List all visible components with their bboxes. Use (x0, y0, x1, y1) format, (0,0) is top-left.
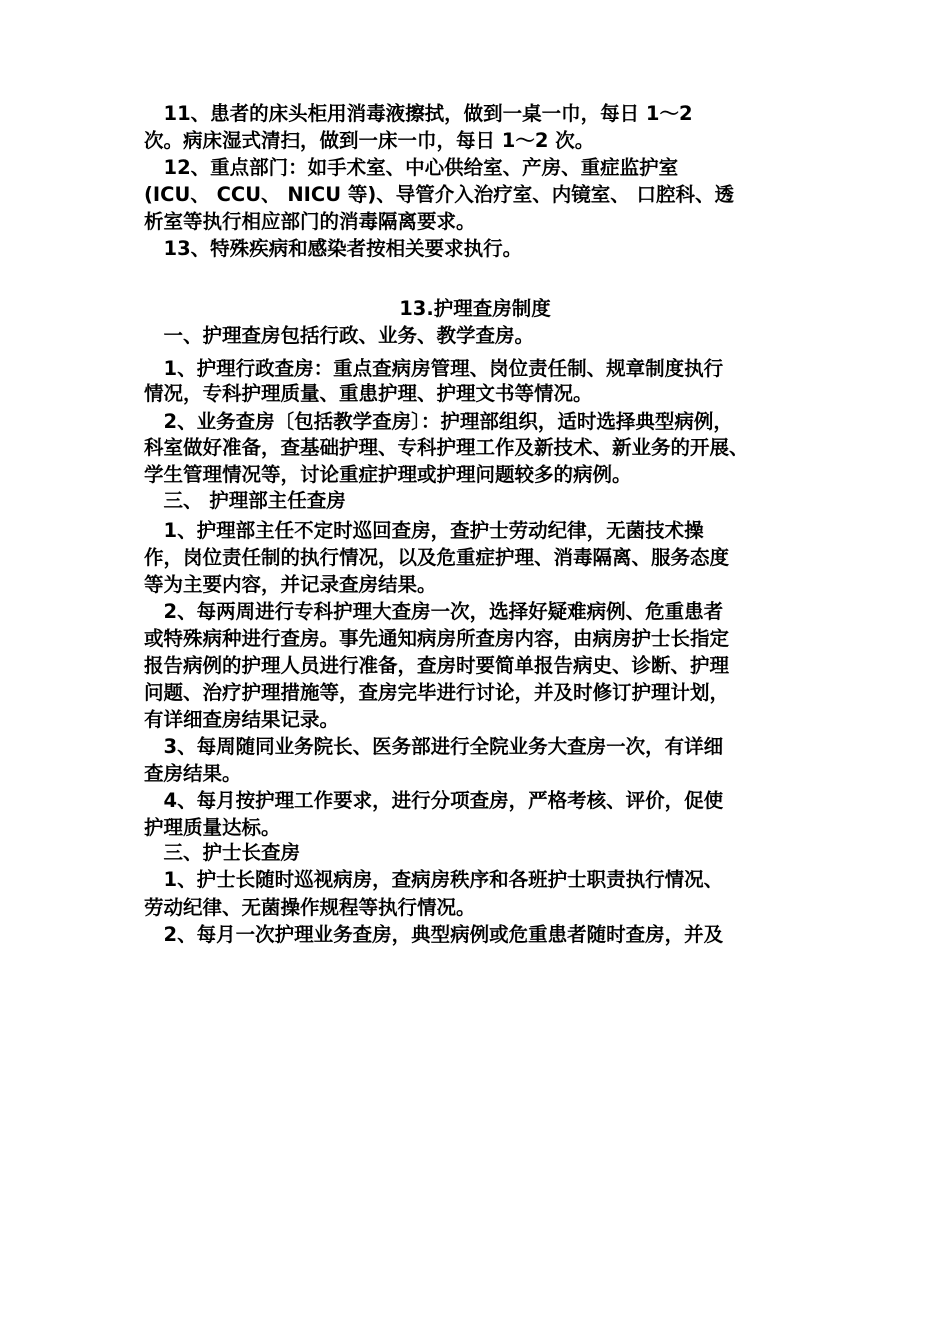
text-line: (ICU、 CCU、 NICU 等)、导管介入治疗室、内镜室、 口腔科、透 (144, 183, 735, 206)
section-heading: 三、 护理部主任查房 (144, 489, 346, 512)
text-line: 2、每两周进行专科护理大查房一次，选择好疑难病例、危重患者 (144, 600, 724, 623)
text-line: 12、重点部门：如手术室、中心供给室、产房、重症监护室 (144, 156, 679, 179)
text-line: 析室等执行相应部门的消毒隔离要求。 (144, 210, 476, 233)
text-line: 等为主要内容，并记录查房结果。 (144, 573, 437, 596)
text-line: 学生管理情况等，讨论重症护理或护理问题较多的病例。 (144, 463, 632, 486)
text-line: 问题、治疗护理措施等，查房完毕进行讨论，并及时修订护理计划， (144, 681, 730, 704)
text-line: 科室做好准备，查基础护理、专科护理工作及新技术、新业务的开展、 (144, 436, 749, 459)
section-title: 13.护理查房制度 (399, 297, 551, 320)
text-line: 次。病床湿式清扫，做到一床一巾，每日 1～2 次。 (144, 129, 595, 152)
text-line: 有详细查房结果记录。 (144, 708, 340, 731)
section-heading: 一、护理查房包括行政、业务、教学查房。 (144, 324, 535, 347)
text-line: 11、患者的床头柜用消毒液擦拭，做到一桌一巾，每日 1～2 (144, 102, 693, 125)
text-line: 查房结果。 (144, 762, 242, 785)
text-line: 作，岗位责任制的执行情况，以及危重症护理、消毒隔离、服务态度 (144, 546, 730, 569)
text-line: 3、每周随同业务院长、医务部进行全院业务大查房一次，有详细 (144, 735, 724, 758)
text-line: 或特殊病种进行查房。事先通知病房所查房内容，由病房护士长指定 (144, 627, 730, 650)
text-line: 2、每月一次护理业务查房，典型病例或危重患者随时查房，并及 (144, 923, 724, 946)
text-line: 13、特殊疾病和感染者按相关要求执行。 (144, 237, 523, 260)
section-heading: 三、护士长查房 (144, 841, 301, 864)
text-line: 劳动纪律、无菌操作规程等执行情况。 (144, 896, 476, 919)
text-line: 护理质量达标。 (144, 816, 281, 839)
text-line: 情况，专科护理质量、重患护理、护理文书等情况。 (144, 382, 593, 405)
text-line: 1、护理行政查房：重点查病房管理、岗位责任制、规章制度执行 (144, 357, 724, 380)
text-line: 报告病例的护理人员进行准备，查房时要简单报告病史、诊断、护理 (144, 654, 730, 677)
text-line: 1、护士长随时巡视病房，查病房秩序和各班护士职责执行情况、 (144, 868, 724, 891)
text-line: 1、护理部主任不定时巡回查房，查护士劳动纪律，无菌技术操 (144, 519, 704, 542)
text-line: 2、业务查房〔包括教学查房〕：护理部组织，适时选择典型病例， (144, 410, 733, 433)
text-line: 4、每月按护理工作要求，进行分项查房，严格考核、评价，促使 (144, 789, 724, 812)
